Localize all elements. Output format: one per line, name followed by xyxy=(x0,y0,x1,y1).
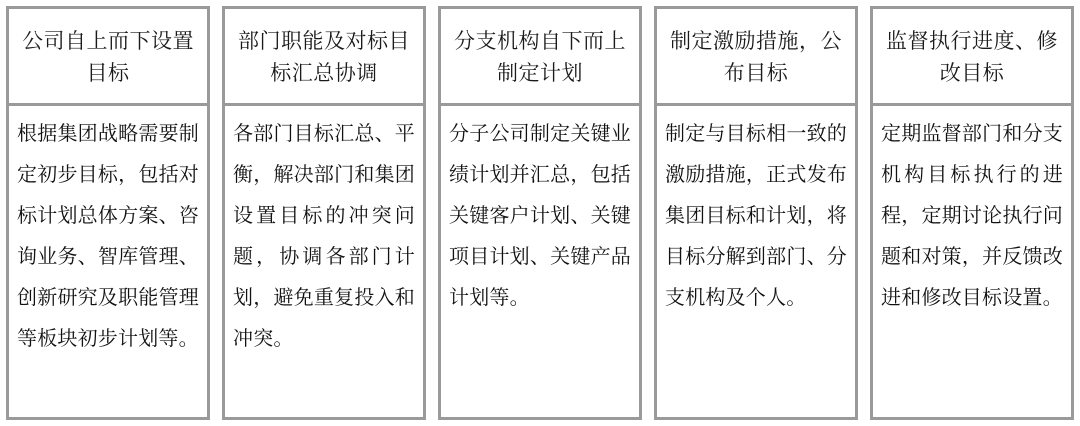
step-title: 公司自上而下设置目标 xyxy=(22,30,194,85)
step-title: 制定激励措施，公布目标 xyxy=(670,30,842,85)
step-body: 各部门目标汇总、平衡，解决部门和集团设置目标的冲突问题，协调各部门计划，避免重复投入和冲突。 xyxy=(233,123,415,350)
step-card-4 xyxy=(654,6,858,420)
step-body: 定期监督部门和分支机构目标执行的进程，定期讨论执行问题和对策，并反馈改进和修改目标设置。 xyxy=(881,123,1063,309)
step-card-3 xyxy=(438,6,642,420)
step-body: 分子公司制定关键业绩计划并汇总，包括关键客户计划、关键项目计划、关键产品计划等。 xyxy=(449,123,631,309)
step-title: 分支机构自下而上制定计划 xyxy=(454,30,626,85)
step-card-5 xyxy=(870,6,1074,420)
step-title: 部门职能及对标目标汇总协调 xyxy=(238,30,410,85)
step-title: 监督执行进度、修改目标 xyxy=(886,30,1058,85)
step-card-1 xyxy=(6,6,210,420)
step-card-2 xyxy=(222,6,426,420)
step-body: 制定与目标相一致的激励措施，正式发布集团目标和计划，将目标分解到部门、分支机构及个人。 xyxy=(665,123,847,309)
step-body: 根据集团战略需要制定初步目标，包括对标计划总体方案、咨询业务、智库管理、创新研究及职能管理等板块初步计划等。 xyxy=(17,123,199,350)
